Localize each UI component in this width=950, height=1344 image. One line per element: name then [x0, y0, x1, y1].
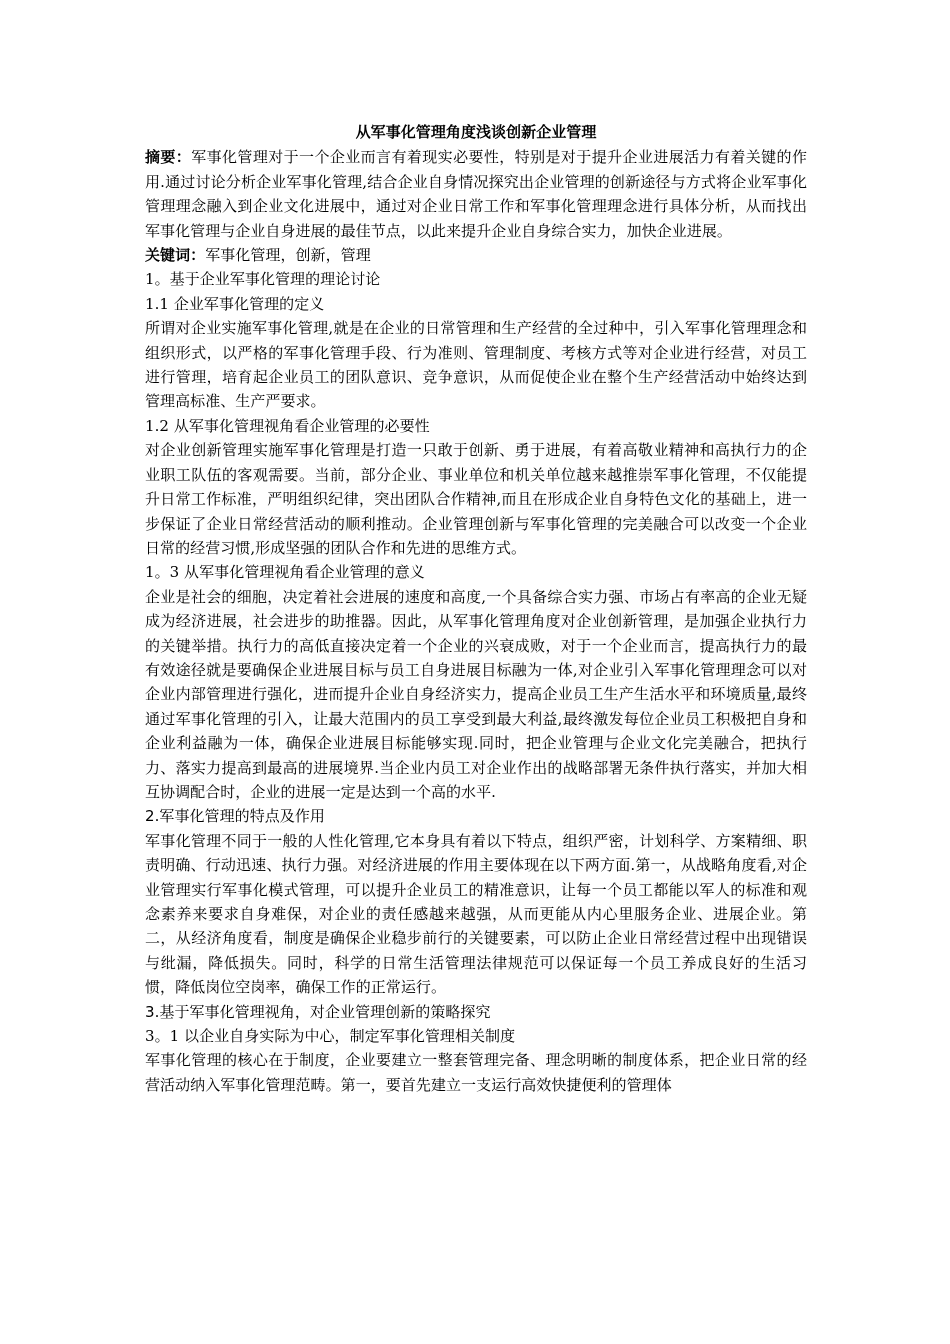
section-2-heading: 2.军事化管理的特点及作用 — [145, 807, 325, 826]
section-1-3-text: 企业是社会的细胞，决定着社会进展的速度和高度,一个具备综合实力强、市场占有率高的企业无疑成为经济进展，社会进步的助推器。因此，从军事化管理角度对企业创新管理，是加强企业执行力的关键举措。执行力的高低直接决定着一个企业的兴衰成败，对于一个企业而言，提高执行力的最有效途径就是要确保企业进展目标与员工自身进展目标融为一体,对企业引入军事化管理理念可以对企业内部管理进行强化，进而提升企业自身经济实力，提高企业员工生产生活水平和环境质量,最终通过军事化管理的引入，让最大范围内的员工享受到最大利益,最终激发每位企业员工积极把自身和企业利益融为一体，确保企业进展目标能够实现.同时，把企业管理与企业文化完美融合，把执行力、落实力提高到最高的进展境界.当企业内员工对企业作出的战略部署无条件执行落实，并加大相互协调配合时，企业的进展一定是达到一个高的水平. — [145, 587, 807, 801]
section-1-3-heading: 1。3 从军事化管理视角看企业管理的意义 — [145, 563, 425, 582]
document-body — [145, 120, 807, 1097]
section-3-1-text: 军事化管理的核心在于制度，企业要建立一整套管理完备、理念明晰的制度体系，把企业日常的经营活动纳入军事化管理范畴。第一，要首先建立一支运行高效快捷便利的管理体 — [145, 1051, 807, 1094]
section-1-heading: 1。基于企业军事化管理的理论讨论 — [145, 270, 381, 289]
abstract-label: 摘要： — [145, 148, 192, 167]
section-1-2-text: 对企业创新管理实施军事化管理是打造一只敢于创新、勇于进展，有着高敬业精神和高执行力的企业职工队伍的客观需要。当前，部分企业、事业单位和机关单位越来越推崇军事化管理，不仅能提升日常工作标准，严明组织纪律，突出团队合作精神,而且在形成企业自身特色文化的基础上，进一步保证了企业日常经营活动的顺利推动。企业管理创新与军事化管理的完美融合可以改变一个企业日常的经营习惯,形成坚强的团队合作和先进的思维方式。 — [145, 441, 807, 557]
section-1-1-text: 所谓对企业实施军事化管理,就是在企业的日常管理和生产经营的全过种中，引入军事化管理理念和组织形式，以严格的军事化管理手段、行为准则、管理制度、考核方式等对企业进行经营，对员工进行管理，培育起企业员工的团队意识、竞争意识，从而促使企业在整个生产经营活动中始终达到管理高标准、生产严要求。 — [145, 319, 807, 411]
abstract-text: 军事化管理对于一个企业而言有着现实必要性，特别是对于提升企业进展活力有着关键的作用.通过讨论分析企业军事化管理,结合企业自身情况探究出企业管理的创新途径与方式将企业军事化管理理念融入到企业文化进展中，通过对企业日常工作和军事化管理理念进行具体分析，从而找出军事化管理与企业自身进展的最佳节点，以此来提升企业自身综合实力，加快企业进展。 — [145, 148, 807, 240]
section-1-1-heading: 1.1 企业军事化管理的定义 — [145, 294, 325, 313]
keywords-text: 军事化管理，创新，管理 — [205, 246, 371, 265]
keywords-paragraph — [145, 243, 807, 267]
keywords-label: 关键词： — [145, 246, 206, 265]
section-1-2-heading: 1.2 从军事化管理视角看企业管理的必要性 — [145, 416, 430, 435]
section-3-1-heading: 3。1 以企业自身实际为中心，制定军事化管理相关制度 — [145, 1027, 516, 1046]
section-3-heading: 3.基于军事化管理视角，对企业管理创新的策略探究 — [145, 1002, 491, 1021]
abstract-paragraph — [145, 145, 807, 243]
section-2-text: 军事化管理不同于一般的人性化管理,它本身具有着以下特点，组织严密，计划科学、方案精细、职责明确、行动迅速、执行力强。对经济进展的作用主要体现在以下两方面.第一，从战略角度看,对企业管理实行军事化模式管理，可以提升企业员工的精准意识，让每一个员工都能以军人的标准和观念素养来要求自身难保，对企业的责任感越来越强，从而更能从内心里服务企业、进展企业。第二，从经济角度看，制度是确保企业稳步前行的关键要素，可以防止企业日常经营过程中出现错误与纰漏，降低损失。同时，科学的日常生活管理法律规范可以保证每一个员工养成良好的生活习惯，降低岗位空岗率，确保工作的正常运行。 — [145, 831, 807, 997]
document-title: 从军事化管理角度浅谈创新企业管理 — [355, 123, 597, 141]
